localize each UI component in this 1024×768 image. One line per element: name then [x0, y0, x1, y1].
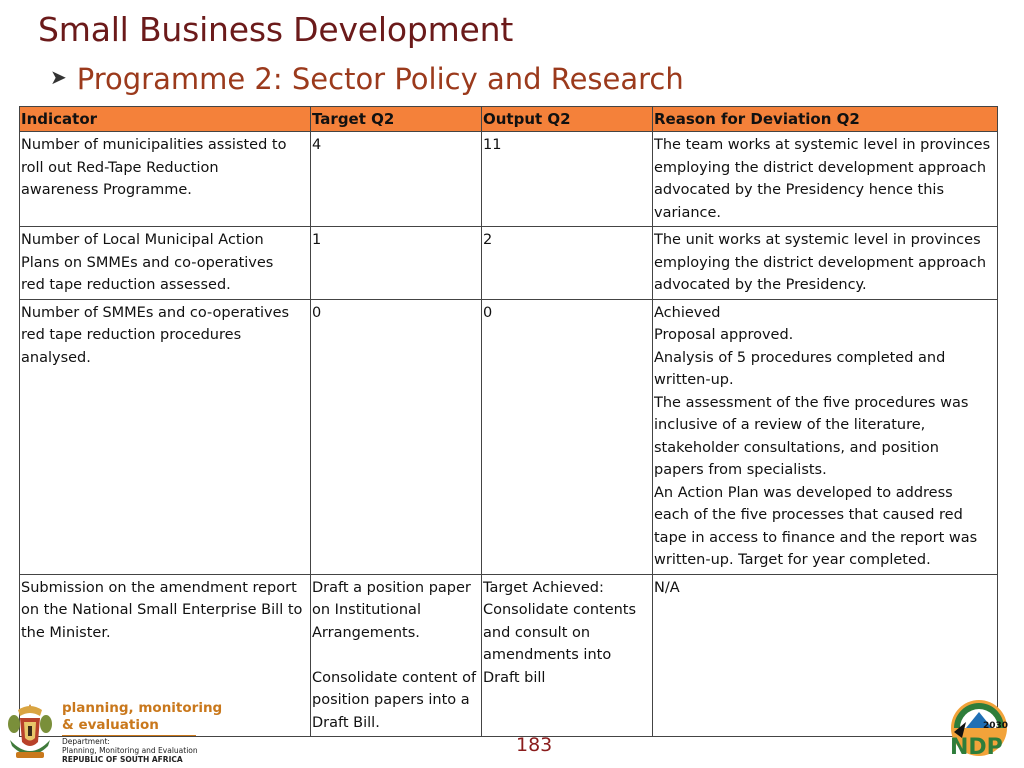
cell-line: The team works at systemic level in provinces: [654, 137, 991, 153]
page-title: Small Business Development: [38, 10, 514, 49]
cell-line: on Institutional: [312, 602, 421, 618]
cell-line: Number of SMMEs and co-operatives: [21, 304, 290, 321]
cell-line: Draft bill: [483, 669, 546, 686]
cell-line: Target Achieved:: [483, 579, 604, 596]
cell-line: Submission on the amendment report: [21, 579, 297, 596]
cell-line: stakeholder consultations, and position: [654, 439, 939, 456]
subtitle: [50, 62, 684, 96]
cell-target: [311, 299, 482, 574]
cell-line: Number of Local Municipal Action: [21, 232, 264, 248]
cell-line: variance.: [654, 204, 722, 221]
cell-target: [311, 574, 482, 737]
cell-line: 1: [312, 232, 322, 248]
cell-target: [311, 227, 482, 300]
cell-output: [482, 574, 653, 737]
department-text: [62, 737, 198, 764]
cell-line: 0: [312, 304, 322, 321]
cell-line: 4: [312, 137, 322, 153]
cell-line: inclusive of a review of the literature,: [654, 417, 926, 433]
cell-line: [312, 644, 481, 667]
cell-output: [482, 132, 653, 227]
cell-reason: [653, 299, 998, 574]
table-row: [20, 132, 998, 227]
logo-text-line1: planning, monitoring: [62, 700, 223, 716]
cell-output: [482, 227, 653, 300]
col-header-output: Output Q2: [482, 107, 653, 132]
cell-line: Draft a position paper: [312, 579, 471, 596]
svg-text:2030: 2030: [983, 721, 1009, 731]
cell-line: position papers into a: [312, 692, 470, 708]
svg-text:NDP: NDP: [950, 735, 1003, 760]
cell-line: Arrangements.: [312, 624, 420, 641]
cell-line: An Action Plan was developed to address: [654, 484, 953, 501]
col-header-indicator: Indicator: [20, 107, 311, 132]
cell-line: Proposal approved.: [654, 327, 794, 343]
indicator-table: [19, 106, 998, 737]
cell-line: The assessment of the five procedures was: [654, 394, 969, 411]
cell-line: papers from specialists.: [654, 462, 827, 478]
cell-indicator: [20, 227, 311, 300]
bullet-arrow-icon: ➤: [50, 65, 67, 89]
table-body: [20, 132, 998, 737]
dept-line2: Planning, Monitoring and Evaluation: [62, 746, 198, 755]
cell-line: employing the district development approach: [654, 254, 987, 271]
cell-line: Achieved: [654, 304, 721, 321]
cell-line: red tape reduction procedures: [21, 327, 242, 343]
cell-line: advocated by the Presidency.: [654, 277, 867, 293]
logo-text-line2: & evaluation: [62, 717, 159, 733]
cell-line: roll out Red-Tape Reduction: [21, 159, 219, 176]
cell-line: advocated by the Presidency hence this: [654, 182, 944, 198]
cell-line: red tape reduction assessed.: [21, 277, 231, 293]
page-number: 183: [516, 734, 553, 756]
table-row: [20, 299, 998, 574]
cell-line: and consult on: [483, 624, 591, 641]
cell-line: analysed.: [21, 349, 91, 366]
dpme-logo: [4, 700, 223, 766]
cell-line: each of the five processes that caused red: [654, 507, 963, 523]
cell-line: 2: [483, 232, 493, 248]
cell-indicator: [20, 299, 311, 574]
cell-line: 11: [483, 137, 502, 153]
cell-line: the Minister.: [21, 624, 111, 641]
cell-line: Draft Bill.: [312, 714, 380, 731]
cell-target: [311, 132, 482, 227]
col-header-target: Target Q2: [311, 107, 482, 132]
cell-line: written-up.: [654, 372, 734, 388]
table-row: [20, 227, 998, 300]
dept-line3: REPUBLIC OF SOUTH AFRICA: [62, 755, 183, 764]
cell-line: amendments into: [483, 647, 612, 663]
cell-line: awareness Programme.: [21, 182, 192, 198]
cell-reason: [653, 227, 998, 300]
ndp-2030-logo: [946, 698, 1012, 760]
cell-line: Number of municipalities assisted to: [21, 137, 287, 153]
cell-line: written-up. Target for year completed.: [654, 552, 931, 568]
dept-line1: Department:: [62, 737, 110, 746]
cell-line: Consolidate contents: [483, 602, 637, 618]
cell-line: Analysis of 5 procedures completed and: [654, 349, 946, 366]
cell-reason: [653, 132, 998, 227]
table-header-row: [20, 107, 998, 132]
cell-line: Consolidate content of: [312, 669, 477, 686]
cell-line: Plans on SMMEs and co-operatives: [21, 254, 274, 271]
logo-divider: [62, 735, 196, 736]
cell-line: tape in access to finance and the report was: [654, 529, 978, 546]
cell-indicator: [20, 132, 311, 227]
cell-line: 0: [483, 304, 493, 321]
cell-output: [482, 299, 653, 574]
cell-line: The unit works at systemic level in provinces: [654, 232, 981, 248]
cell-line: N/A: [654, 579, 680, 596]
cell-line: employing the district development approach: [654, 159, 987, 176]
cell-line: on the National Small Enterprise Bill to: [21, 602, 303, 618]
coat-of-arms-icon: [4, 700, 56, 764]
subtitle-text: Programme 2: Sector Policy and Research: [76, 62, 684, 96]
col-header-reason: Reason for Deviation Q2: [653, 107, 998, 132]
